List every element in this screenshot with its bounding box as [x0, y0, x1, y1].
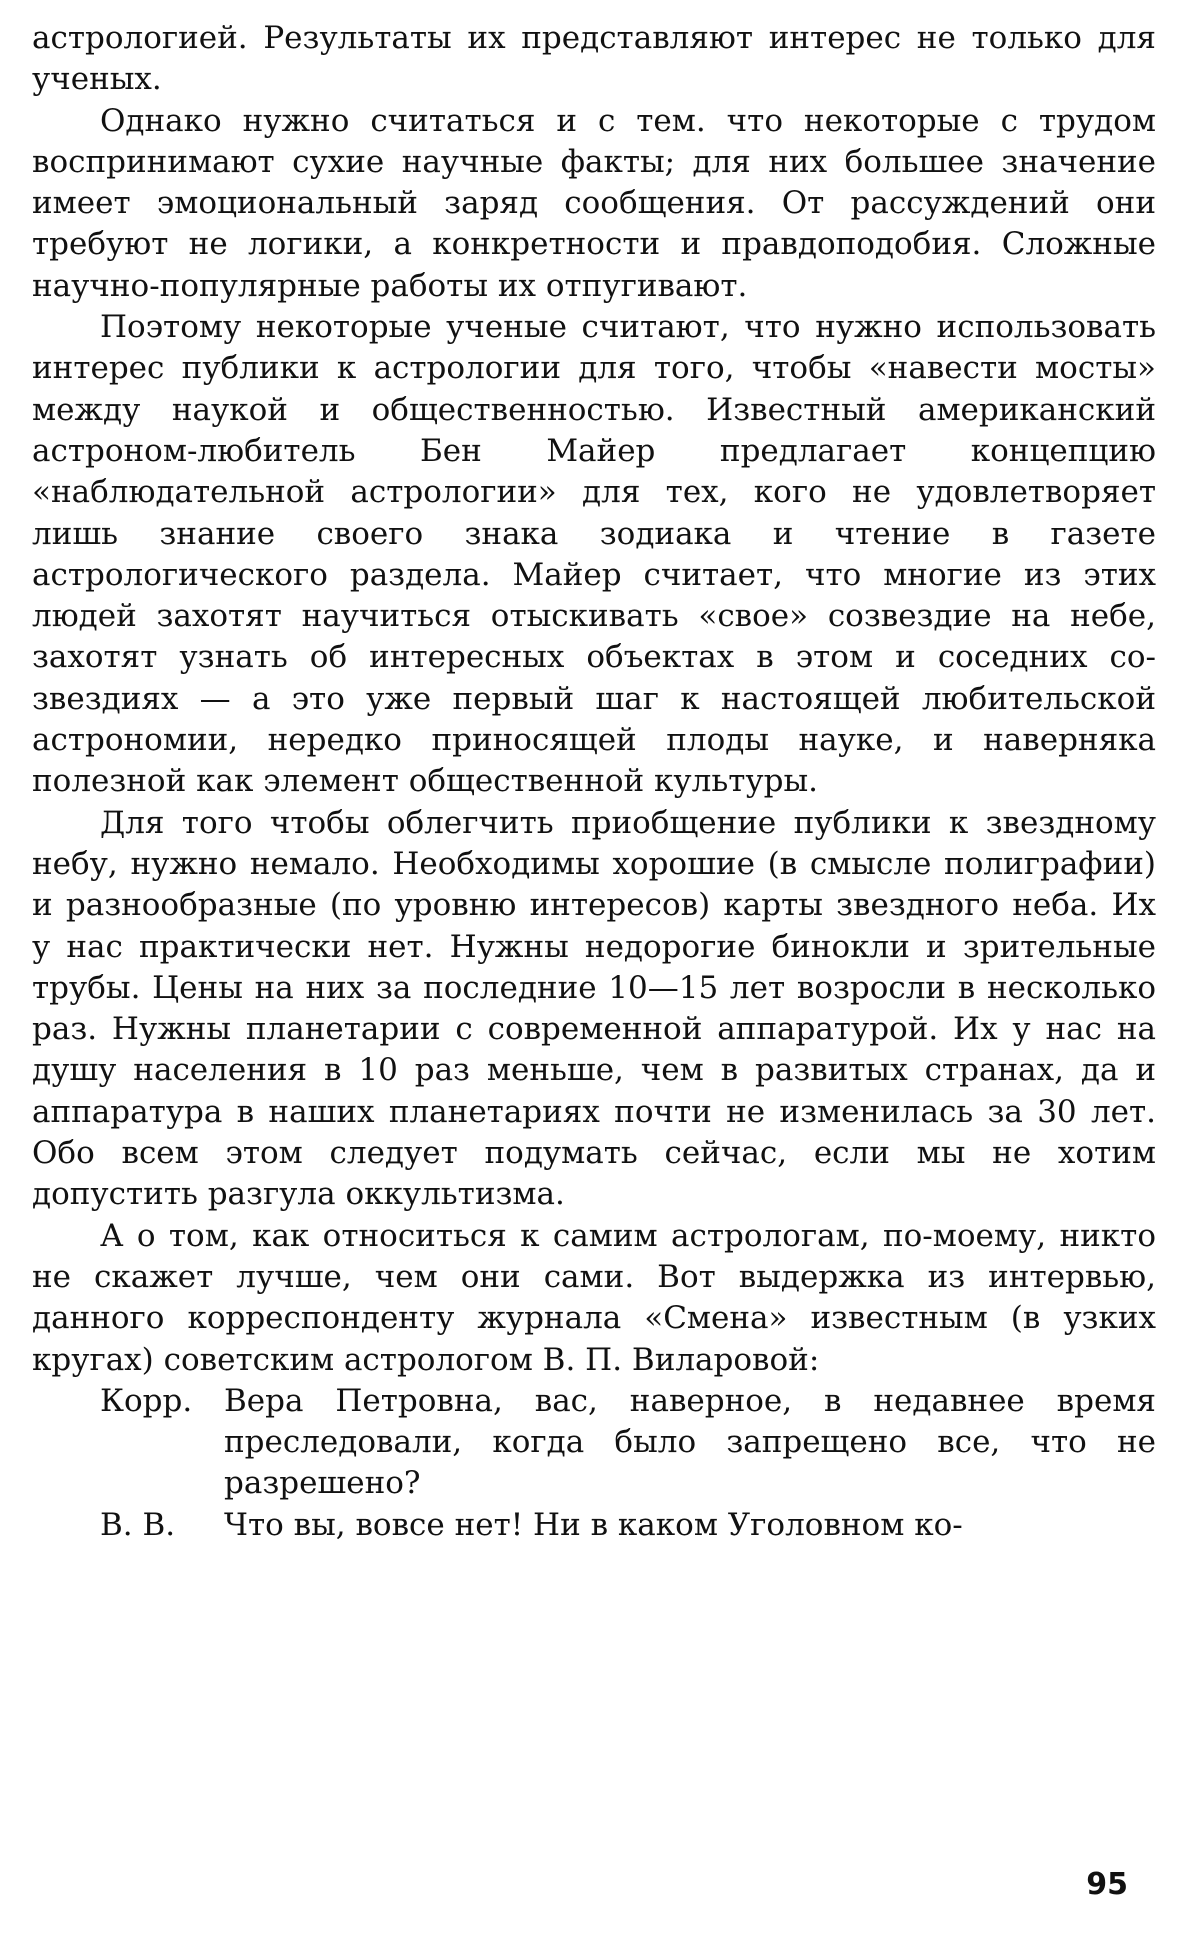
- dialogue-speech: Вера Петровна, вас, наверное, в недавнее время преследовали, когда было запрещено все, что не разрешено?: [224, 1382, 1156, 1502]
- dialogue-speaker: Корр.: [100, 1382, 193, 1419]
- paragraph: А о том, как относиться к самим астрологам, по-моему, никто не скажет лучше, чем они сами. Вот выдержка из интервью, данного корреспонденту журнала «Смена» известным (в узких кругах) советским астрологом В. П. Виларовой:: [32, 1217, 1156, 1378]
- dialogue-speech: Что вы, вовсе нет! Ни в каком Уголовном ко-: [224, 1506, 963, 1543]
- dialogue-entry: [100, 1505, 1156, 1546]
- page-number: 95: [1086, 1867, 1128, 1902]
- interview-dialogue: [32, 1381, 1156, 1546]
- paragraph-continuation: астрологией. Результаты их представляют интерес не только для ученых.: [32, 20, 1156, 98]
- paragraph: Однако нужно считаться и с тем. что некоторые с трудом воспринимают сухие научные факты; для них большее значение имеет эмоциональный заряд сообщения. От рассуждений они требуют не логики, а конкретности и правдоподобия. Сложные научно-популярные работы их отпугивают.: [32, 102, 1156, 304]
- book-page: [32, 18, 1156, 1918]
- dialogue-entry: [100, 1381, 1156, 1505]
- page-body-text: [32, 18, 1156, 1546]
- paragraph: Для того чтобы облегчить приобщение публики к звездному небу, нужно немало. Необходимы хорошие (в смысле полиграфии) и разнообразные (по уровню интересов) карты звездного неба. Их у нас практически нет. Нужны недорогие бинокли и зрительные трубы. Цены на них за последние 10—15 лет возросли в несколько раз. Нужны планетарии с современной аппаратурой. Их у нас на душу населения в 10 раз меньше, чем в развитых странах, да и аппаратура в наших планетариях почти не изменилась за 30 лет. Обо всем этом следует подумать сейчас, если мы не хотим допустить разгула оккультизма.: [32, 804, 1156, 1213]
- dialogue-speaker: В. В.: [100, 1506, 176, 1543]
- paragraph: Поэтому некоторые ученые считают, что нужно использовать интерес публики к астрологии для того, чтобы «навести мосты» между наукой и общественностью. Известный американский астроном-любитель Бен Майер предлагает концепцию «наблюдательной астрологии» для тех, кого не удовлетворяет лишь знание своего знака зодиака и чтение в газете астрологического раздела. Майер считает, что многие из этих людей захотят научиться отыскивать «свое» созвездие на небе, захотят узнать об интересных объектах в этом и соседних созвездиях — а это уже первый шаг к настоящей любительской астрономии, нередко приносящей плоды науке, и наверняка полезной как элемент общественной культуры.: [32, 309, 1156, 800]
